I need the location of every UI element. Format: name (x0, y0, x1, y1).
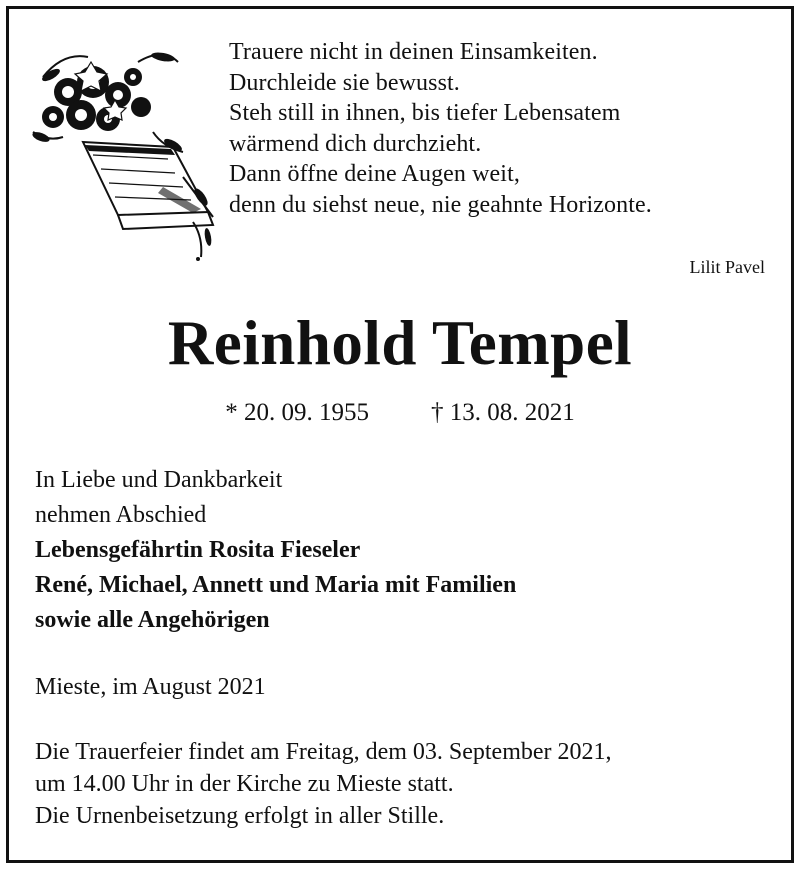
poem-line: Durchleide sie bewusst. (229, 69, 460, 96)
service-line: Die Urnenbeisetzung erfolgt in aller Stille. (35, 803, 445, 829)
mourner-line: sowie alle Angehörigen (35, 607, 270, 633)
service-line: um 14.00 Uhr in der Kirche zu Mieste statt. (35, 771, 454, 797)
service-line: Die Trauerfeier findet am Freitag, dem 03. September 2021, (35, 739, 612, 765)
mourner-line: René, Michael, Annett und Maria mit Familien (35, 572, 517, 598)
poem-line: Trauere nicht in deinen Einsamkeiten. (229, 39, 598, 65)
poem-author: Lilit Pavel (689, 257, 765, 277)
flowers-and-book-icon (23, 37, 233, 267)
obituary-frame (6, 6, 794, 863)
mourners-intro-line: In Liebe und Dankbarkeit (35, 467, 283, 493)
poem-line: Dann öffne deine Augen weit, (229, 161, 520, 187)
poem-line: denn du siehst neue, nie geahnte Horizonte. (229, 191, 652, 218)
mourner-line: Lebensgefährtin Rosita Fieseler (35, 537, 361, 563)
death-date: † 13. 08. 2021 (431, 399, 575, 426)
life-dates (9, 399, 791, 427)
poem (229, 37, 652, 220)
service-info (35, 736, 612, 832)
place-date: Mieste, im August 2021 (35, 674, 266, 700)
deceased-name: Reinhold Tempel (167, 308, 633, 378)
mourners-intro-line: nehmen Abschied (35, 502, 207, 528)
mourners (35, 463, 516, 638)
birth-date: * 20. 09. 1955 (225, 399, 369, 426)
poem-line: Steh still in ihnen, bis tiefer Lebensatem (229, 100, 621, 126)
poem-line: wärmend dich durchzieht. (229, 130, 482, 157)
